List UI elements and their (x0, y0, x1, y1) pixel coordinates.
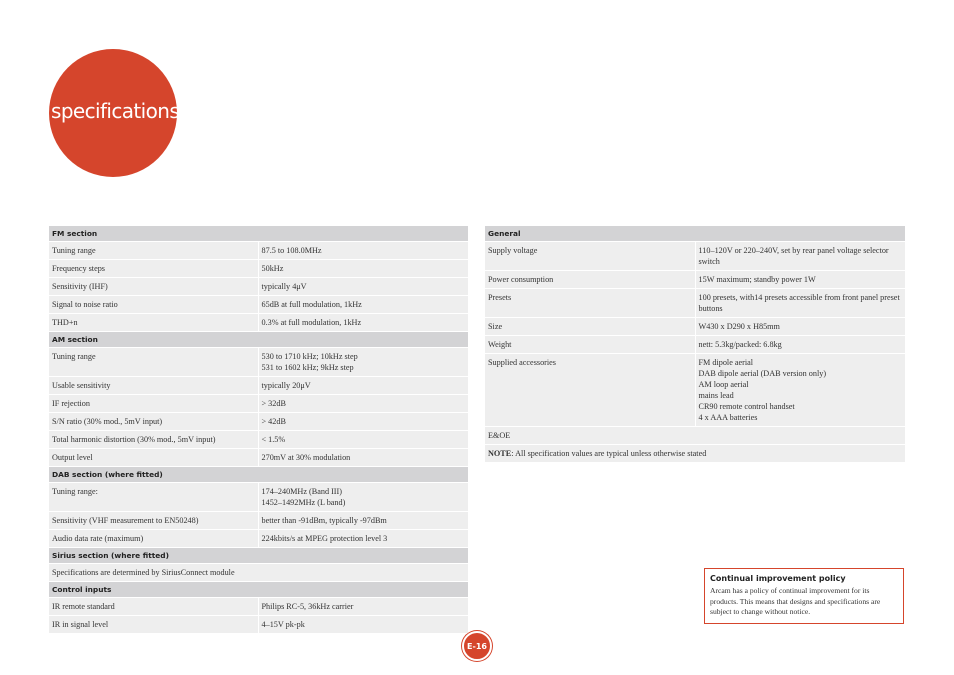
row-label: Specifications are determined by SiriusConnect module (49, 564, 468, 582)
row-label: E&OE (485, 427, 905, 445)
right-spec-table (485, 226, 905, 463)
row-label: Sensitivity (IHF) (49, 278, 258, 296)
table-row (49, 431, 468, 449)
table-row (49, 296, 468, 314)
row-label: Tuning range: (49, 483, 258, 512)
row-value: Philips RC-5, 36kHz carrier (258, 598, 468, 616)
table-row (49, 413, 468, 431)
table-row (49, 564, 468, 582)
table-row (49, 449, 468, 467)
row-label: Sensitivity (VHF measurement to EN50248) (49, 512, 258, 530)
row-label: THD+n (49, 314, 258, 332)
table-row (49, 616, 468, 634)
row-value: 224kbits/s at MPEG protection level 3 (258, 530, 468, 548)
row-label: Weight (485, 336, 695, 354)
row-value: typically 4μV (258, 278, 468, 296)
row-value: 110–120V or 220–240V, set by rear panel voltage selector switch (695, 242, 905, 271)
row-value: 530 to 1710 kHz; 10kHz step 531 to 1602 kHz; 9kHz step (258, 348, 468, 377)
row-value: > 42dB (258, 413, 468, 431)
row-value: W430 x D290 x H85mm (695, 318, 905, 336)
section-header (49, 226, 468, 242)
row-label: Audio data rate (maximum) (49, 530, 258, 548)
note-row (485, 445, 905, 463)
policy-text: Arcam has a policy of continual improvement for its products. This means that designs and specifications are subject to change without notice. (710, 586, 881, 616)
table-row (49, 598, 468, 616)
row-label: Supply voltage (485, 242, 695, 271)
table-row (49, 242, 468, 260)
left-spec-table (49, 226, 468, 634)
page-title: specifications (51, 99, 180, 123)
page-number: E-16 (462, 631, 492, 661)
section-title: Control inputs (49, 582, 468, 598)
table-row (49, 483, 468, 512)
table-row (49, 278, 468, 296)
improvement-policy-box (704, 568, 904, 624)
row-value: > 32dB (258, 395, 468, 413)
row-value: 4–15V pk-pk (258, 616, 468, 634)
row-label: IR in signal level (49, 616, 258, 634)
table-row (485, 354, 905, 427)
row-value: 100 presets, with14 presets accessible from front panel preset buttons (695, 289, 905, 318)
row-value: 65dB at full modulation, 1kHz (258, 296, 468, 314)
row-label: Size (485, 318, 695, 336)
table-row (485, 289, 905, 318)
row-value: 15W maximum; standby power 1W (695, 271, 905, 289)
table-row (49, 395, 468, 413)
row-value: FM dipole aerial DAB dipole aerial (DAB version only) AM loop aerial mains lead CR90 remote control handset 4 x AAA batteries (695, 354, 905, 427)
row-value: < 1.5% (258, 431, 468, 449)
section-title: DAB section (where fitted) (49, 467, 468, 483)
section-title: Sirius section (where fitted) (49, 548, 468, 564)
row-label: Usable sensitivity (49, 377, 258, 395)
table-row (49, 260, 468, 278)
policy-title: Continual improvement policy (710, 574, 846, 583)
section-header (49, 548, 468, 564)
section-title: AM section (49, 332, 468, 348)
table-row (485, 242, 905, 271)
row-value: 50kHz (258, 260, 468, 278)
row-label: Output level (49, 449, 258, 467)
row-label: Signal to noise ratio (49, 296, 258, 314)
row-label: Total harmonic distortion (30% mod., 5mV input) (49, 431, 258, 449)
row-label: Tuning range (49, 348, 258, 377)
section-title: General (485, 226, 905, 242)
table-row (49, 314, 468, 332)
row-value: 87.5 to 108.0MHz (258, 242, 468, 260)
row-label: Frequency steps (49, 260, 258, 278)
table-row (485, 336, 905, 354)
row-value: 270mV at 30% modulation (258, 449, 468, 467)
table-row (485, 271, 905, 289)
note-text: : All specification values are typical unless otherwise stated (511, 449, 707, 458)
row-value: 174–240MHz (Band III) 1452–1492MHz (L band) (258, 483, 468, 512)
row-label: IR remote standard (49, 598, 258, 616)
note-label: NOTE (488, 449, 512, 458)
section-title: FM section (49, 226, 468, 242)
row-label: IF rejection (49, 395, 258, 413)
row-label: Tuning range (49, 242, 258, 260)
section-header (49, 467, 468, 483)
table-row (485, 318, 905, 336)
table-row (485, 427, 905, 445)
table-row (49, 512, 468, 530)
row-value: better than -91dBm, typically -97dBm (258, 512, 468, 530)
row-label: Power consumption (485, 271, 695, 289)
table-row (49, 348, 468, 377)
row-label: Presets (485, 289, 695, 318)
row-value: nett: 5.3kg/packed: 6.8kg (695, 336, 905, 354)
row-label: S/N ratio (30% mod., 5mV input) (49, 413, 258, 431)
row-label: Supplied accessories (485, 354, 695, 427)
row-value: typically 20μV (258, 377, 468, 395)
row-value: 0.3% at full modulation, 1kHz (258, 314, 468, 332)
section-header (485, 226, 905, 242)
table-row (49, 530, 468, 548)
section-header (49, 332, 468, 348)
section-header (49, 582, 468, 598)
table-row (49, 377, 468, 395)
